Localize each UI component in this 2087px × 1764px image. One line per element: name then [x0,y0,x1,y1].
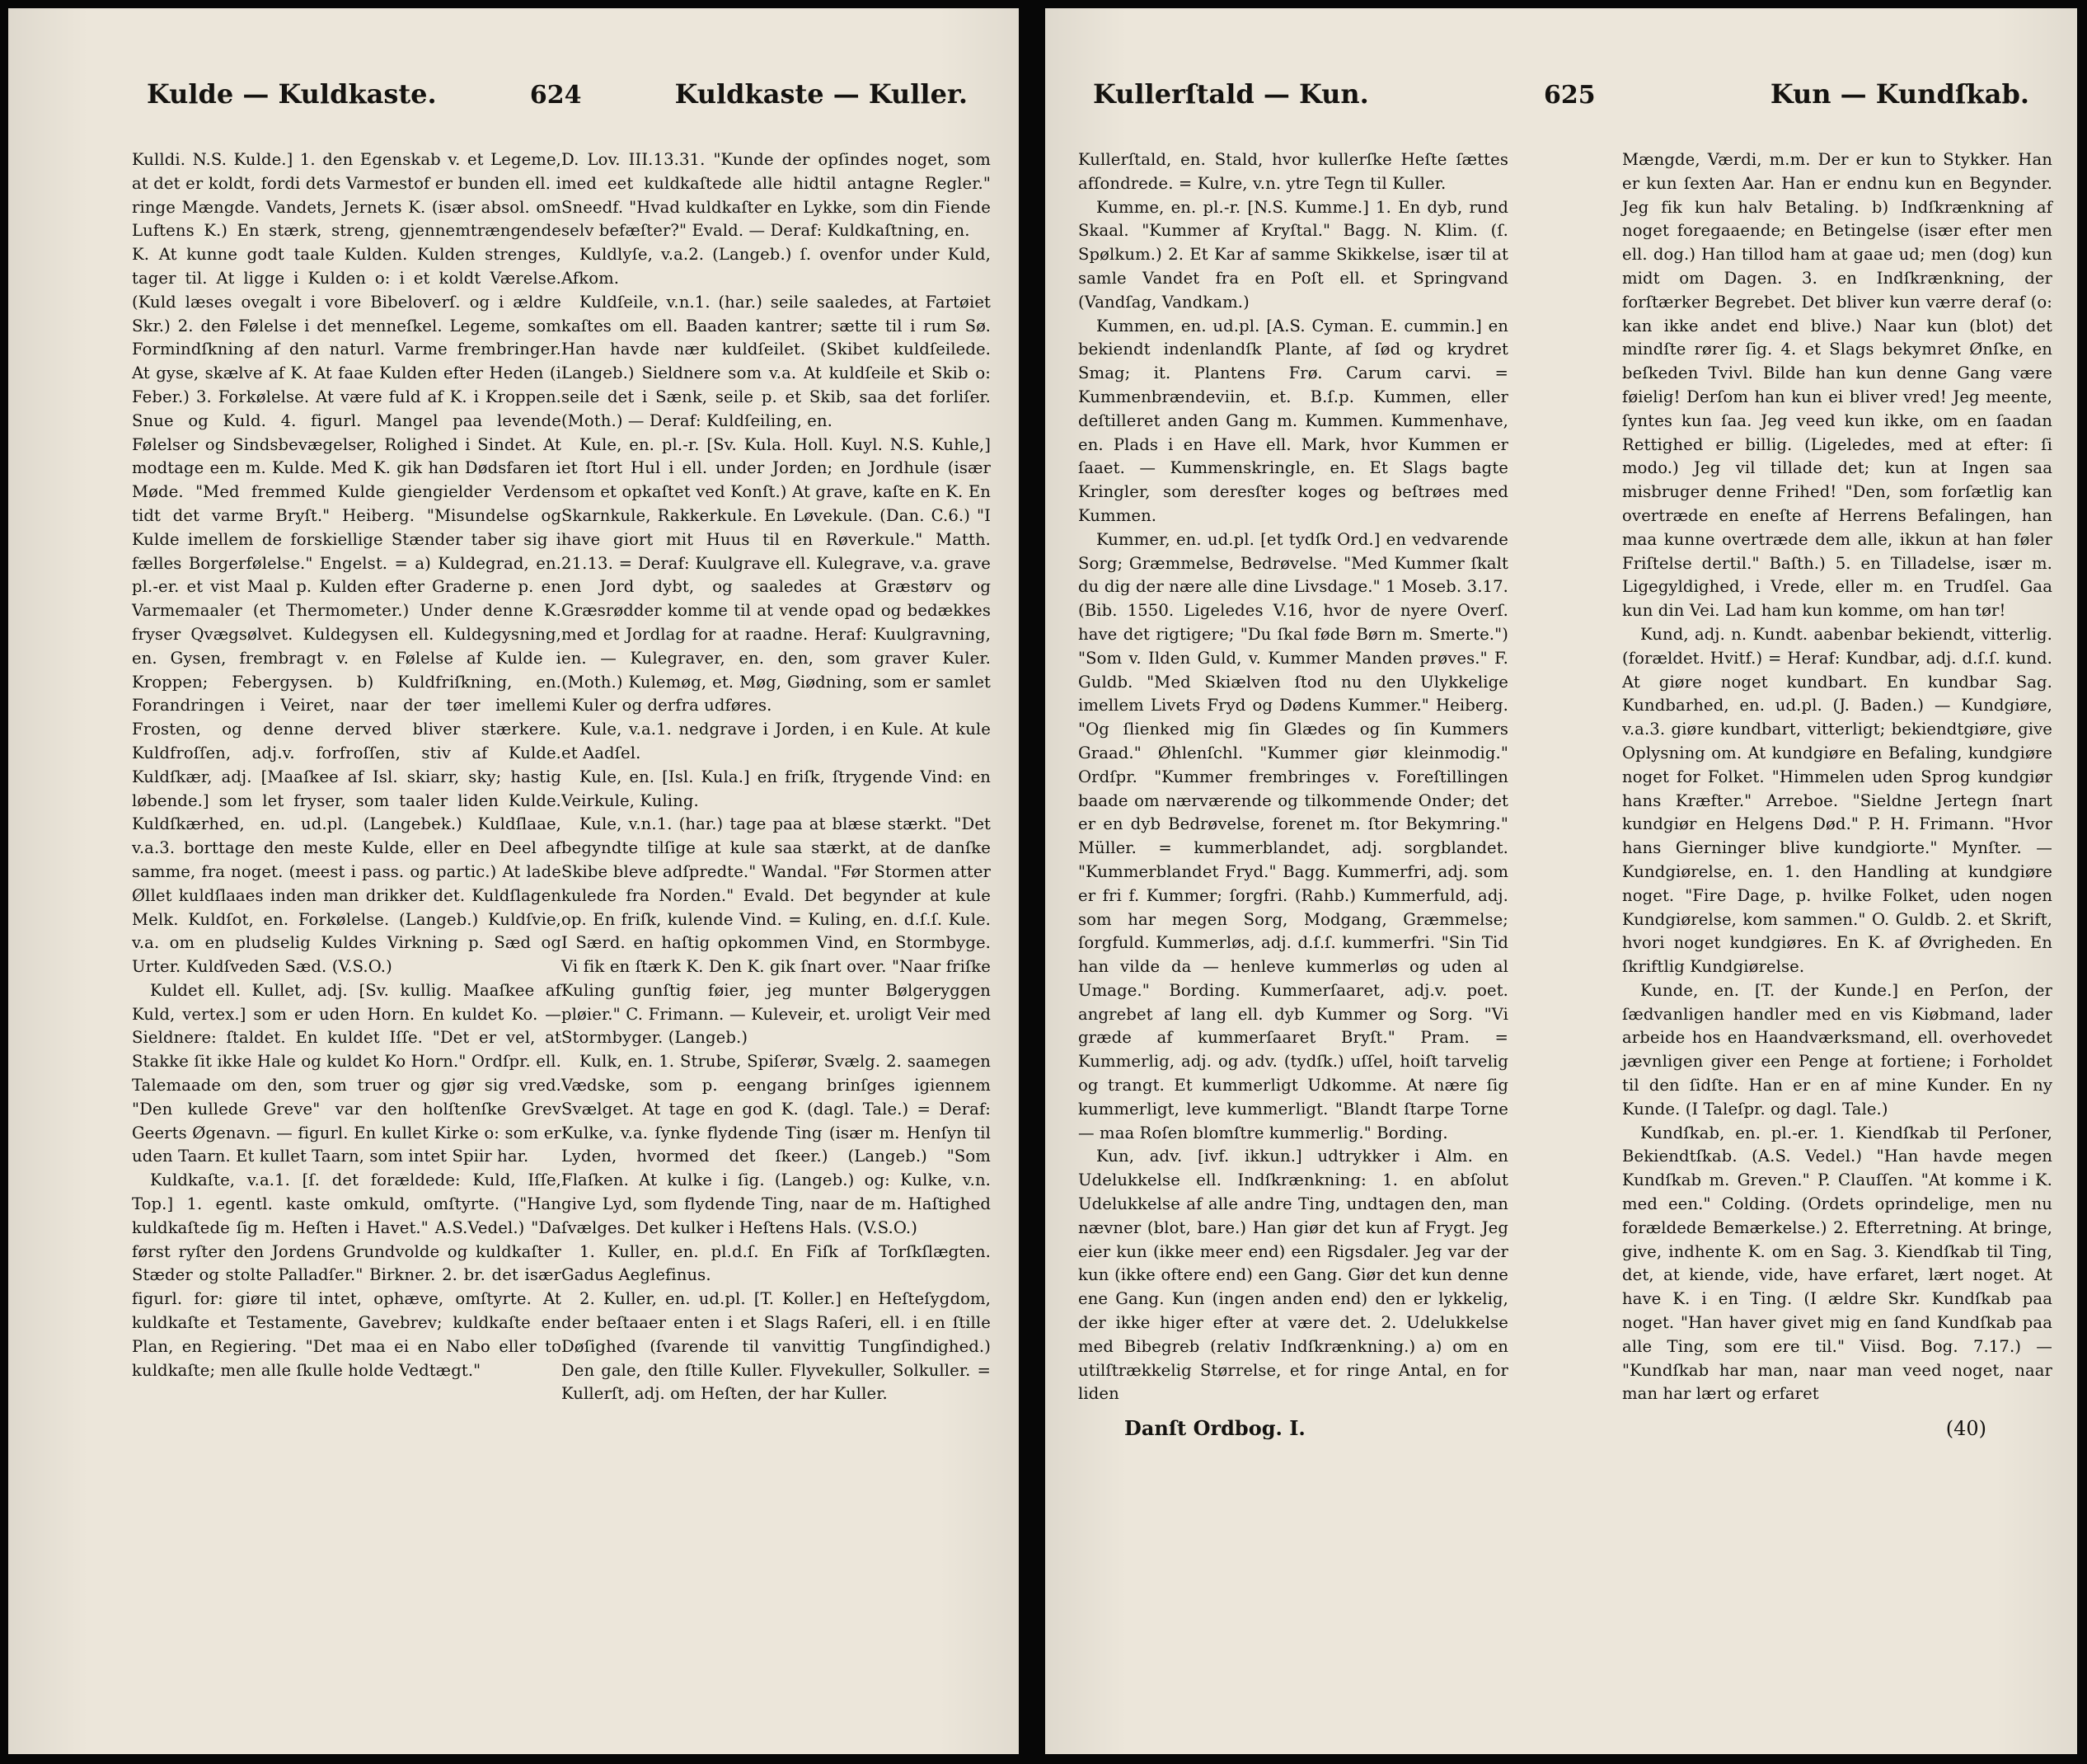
dictionary-entry: Kule, v.a.1. nedgrave i Jorden, i en Kule. At kule et Aadſel. [561,720,991,762]
left-page [8,8,1019,1754]
column-2 [561,148,991,1406]
sheet-number: (40) [1945,1417,1986,1441]
dictionary-entry: Kundſkab, en. pl.-er. 1. Kiendſkab til Perſoner, Bekiendtſkab. (A.S. Vedel.) "Han havde megen Kundſkab m. Greven." P. Clauſſen. "At komme i K. med een." Colding. (Ordets oprindelige, men nu forældede Bemærkelse.) 2. Efterretning. At bringe, give, indhente K. om en Sag. 3. Kiendſkab til Ting, det, at kiende, vide, have erfaret, lært noget. At have K. i en Ting. (I ældre Skr. Kundſkab paa noget. "Han haver givet mig en ſand Kundſkab paa alle Ting, som ere til." Viisd. Bog. 7.17.) — "Kundſkab har man, naar man veed noget, naar man har lært og erfaret [1622,1123,2052,1404]
dictionary-entry: Kuldſeile, v.n.1. (har.) seile saaledes, at Fartøiet kaſtes om ell. Baaden kantrer; sætte til i rum Sø. Han havde nær kuldſeilet. (Skibet kuldſeilede. Langeb.) Sieldnere som v.a. At kuldſeile et Skib o: seile det i Sænk, seile p. et Skib, saa det forliſer. (Moth.) — Deraf: Kuldſeiling, en. [561,292,991,430]
page-footer [1078,1416,2052,1441]
dictionary-entry: Mængde, Værdi, m.m. Der er kun to Stykker. Han er kun ſexten Aar. Han er endnu kun en Begynder. Jeg fik kun halv Betaling. b) Indſkrænkning af noget foregaaende; en Betingelse (især efter men ell. dog.) Han tillod ham at gaae ud; men (dog) kun midt om Dagen. 3. en Indſkrænkning, der forſtærker Begrebet. Det bliver kun værre deraf (o: kan ikke andet end blive.) Naar kun (blot) det mindſte rører ſig. 4. et Slags bekymret Ønſke, en beſkeden Tvivl. Bilde han kun denne Gang være føielig! Derſom han kun ei bliver vred! Jeg meente, ſyntes kun ſaa. Jeg veed kun ikke, om en ſaadan Rettighed er billig. (Ligeledes, med at efter: ſi modo.) Jeg vil tillade det; kun at Ingen saa misbruger denne Frihed! "Den, som forſætlig kan overtræde en eneſte af Herrens Befalingen, han maa kunne overtræde dem alle, ikkun at han føler Friſtelse dertil." Baſth.) 5. en Tilladelse, især m. Ligegyldighed, i Vrede, eller m. en Trudſel. Gaa kun din Vei. Lad ham kun komme, om han tør! [1622,150,2052,621]
dictionary-entry: Kule, v.n.1. (har.) tage paa at blæse stærkt. "Det begyndte tilſige at kule saa stærkt, at de danſke Skibe bleve adſpredte." Wandal. "Før Stormen atter kulede fra Norden." Evald. Det begynder at kule op. En friſk, kulende Vind. = Kuling, en. d.ſ.ſ. Kule. I Særd. en haſtig opkommen Vind, en Stormbyge. Vi fik en ſtærk K. Den K. gik ſnart over. "Naar friſke Kuling gunſtig føier, jeg munter Bølgeryggen pløier." C. Frimann. — Kuleveir, et. uroligt Veir med Stormbyger. (Langeb.) [561,814,991,1048]
header-right-keyword: Kuldkaste — Kuller. [674,78,968,110]
text-columns [132,148,991,1406]
dictionary-entry: 1. Kuller, en. pl.d.ſ. En Fiſk af Torſkſlægten. Gadus Aeglefinus. [561,1241,991,1285]
dictionary-entry: D. Lov. III.13.31. "Kunde der opſindes noget, som med eet kuldkaſtede alle hidtil antagne Regler." Sneedf. "Hvad kuldkaſter en Lykke, som din Fiende selv befæſter?" Evald. — Deraf: Kuldkaſtning, en. [561,150,991,241]
signature-mark: Danſt Ordbog. I. [1124,1416,1306,1441]
text-columns [1078,148,2052,1406]
page-header [1078,77,2052,110]
dictionary-entry: Kulldi. N.S. Kulde.] 1. den Egenskab v. et Legeme, at det er koldt, fordi dets Varmestof er bunden ell. i ringe Mængde. Vandets, Jernets K. (især absol. om Luftens K.) En stærk, streng, gjennemtrængende K. At kunne godt taale Kulden. Kulden strenges, tager til. At ligge i Kulden o: i et koldt Værelse. (Kuld læses ovegalt i vore Bibeloverſ. og i ældre Skr.) 2. den Følelse i det menneſkel. Legeme, som Formindſkning af den naturl. Varme frembringer. At gyse, skælve af K. At faae Kulden efter Heden (i Feber.) 3. Forkølelse. At være fuld af K. i Kroppen. Snue og Kuld. 4. figurl. Mangel paa levende Følelser og Sindsbevægelser, Rolighed i Sindet. At modtage een m. Kulde. Med K. gik han Dødsfaren i Møde. "Med fremmed Kulde giengielder Verden tidt det varme Bryſt." Heiberg. "Misundelse og Kulde imellem de forskiellige Stænder taber sig i fælles Borgerfølelse." Engelst. = a) Kuldegrad, en. pl.-er. et vist Maal p. Kulden efter Graderne p. en Varmemaaler (et Thermometer.) Under denne K. fryser Qvægsølvet. Kuldegysen ell. Kuldegysning, en. Gysen, frembragt v. en Følelse af Kulde i Kroppen; Febergysen. b) Kuldfriſkning, en. Forandringen i Veiret, naar der tøer imellem Frosten, og denne derved bliver stærkere. Kuldfroſſen, adj.v. forfroſſen, stiv af Kulde. Kuldſkær, adj. [Maaſkee af Isl. skiarr, sky; hastig løbende.] som let fryser, som taaler liden Kulde. Kuldſkærhed, en. ud.pl. (Langebek.) Kuldſlaae, v.a.3. borttage den meste Kulde, eller en Deel af samme, fra noget. (meest i pass. og partic.) At lade Øllet kuldſlaaes inden man drikker det. Kuldſlagen Melk. Kuldſot, en. Forkølelse. (Langeb.) Kuldſvie, v.a. om en pludselig Kuldes Virkning p. Sæd og Urter. Kuldſveden Sæd. (V.S.O.) [132,150,561,977]
column-1 [1078,148,1508,1406]
column-2 [1622,148,2052,1406]
dictionary-entry: Kule, en. pl.-r. [Sv. Kula. Holl. Kuyl. N.S. Kuhle,] et ſtort Hul i ell. under Jorden; en Jordhule (især som et opkaſtet ved Konſt.) At grave, kaſte en K. En Skarnkule, Rakkerkule. En Løvekule. (Dan. C.6.) "I have giort mit Huus til en Røverkule." Matth. 21.13. = Deraf: Kuulgrave ell. Kulegrave, v.a. grave en Jord dybt, og saaledes at Græstørv og Græsrødder komme til at vende opad og bedækkes med et Jordlag for at raadne. Heraf: Kuulgravning, en. — Kulegraver, en. den, som graver Kuler. (Moth.) Kulemøg, et. Møg, Giødning, som er samlet i Kuler og derfra udføres. [561,434,991,715]
dictionary-entry: Kummen, en. ud.pl. [A.S. Cyman. E. cummin.] en bekiendt indenlandſk Plante, af ſød og krydret Smag; it. Plantens Frø. Carum carvi. = Kummenbrændeviin, et. B.ſ.p. Kummen, eller deſtilleret anden Gang m. Kummen. Kummenhave, en. Plads i en Have ell. Mark, hvor Kummen er ſaaet. — Kummenskringle, en. Et Slags bagte Kringler, som deresſter koges og beſtrøes med Kummen. [1078,316,1508,525]
dictionary-entry: 2. Kuller, en. ud.pl. [T. Koller.] en Heſteſygdom, der beſtaaer enten i et Slags Raſeri, ell. i en ſtille Døſighed (ſvarende til vanvittig Tungſindighed.) Den gale, den ſtille Kuller. Flyvekuller, Solkuller. = Kullerſt, adj. om Heſten, der har Kuller. [561,1289,991,1404]
page-number: 624 [529,81,582,110]
column-1 [132,148,561,1406]
right-page [1045,8,2077,1754]
dictionary-entry: Kulk, en. 1. Strube, Spiſerør, Svælg. 2. saamegen Vædske, som p. eengang brinſges igiennem Svælget. At tage en god K. (dagl. Tale.) = Deraf: Kulke, v.a. ſynke flydende Ting (især m. Henſyn til Lyden, hvormed det ſkeer.) (Langeb.) "Som Flaſken. At kulke i ſig. (Langeb.) og: Kulke, v.n. give Lyd, som flydende Ting, naar de m. Haſtighed ſvælges. Det kulker i Heſtens Hals. (V.S.O.) [561,1052,991,1237]
dictionary-entry: Kumme, en. pl.-r. [N.S. Kumme.] 1. En dyb, rund Skaal. "Kummer af Kryſtal." Bagg. N. Klim. (ſ. Spølkum.) 2. Et Kar af samme Skikkelse, især til at samle Vandet fra en Poſt ell. et Springvand (Vandſag, Vandkam.) [1078,197,1508,312]
page-number: 625 [1544,81,1596,110]
header-left-keyword: Kullerſtald — Kun. [1093,78,1369,110]
dictionary-entry: Kuldet ell. Kullet, adj. [Sv. kullig. Maaſkee af Kuld, vertex.] som er uden Horn. En kuldet Ko. — Sieldnere: ſtaldet. En kuldet Iſſe. "Det er vel, at Stakke ſit ikke Hale og kuldet Ko Horn." Ordſpr. ell. Talemaade om den, som truer og gjør sig vred. "Den kullede Greve" var den holſtenſke Grev Geerts Øgenavn. — figurl. En kullet Kirke o: som er uden Taarn. Et kullet Taarn, som intet Spiir har. [132,980,561,1166]
dictionary-entry: Kuldlyſe, v.a.2. (Langeb.) ſ. ovenfor under Kuld, Afkom. [561,245,991,288]
dictionary-entry: Kuldkaſte, v.a.1. [ſ. det forældede: Kuld, Iſſe, Top.] 1. egentl. kaste omkuld, omſtyrte. ("Han kuldkaſtede ſig m. Heſten i Havet." A.S.Vedel.) "Da først ryſter den Jordens Grundvolde og kuldkaſter Stæder og stolte Palladſer." Birkner. 2. br. det især figurl. for: giøre til intet, ophæve, omſtyrte. At kuldkaſte et Testamente, Gavebrev; kuldkaſte en Plan, en Regiering. "Det maa ei en Nabo eller to kuldkaſte; men alle ſkulle holde Vedtægt." [132,1171,561,1380]
page-header [132,77,991,110]
dictionary-entry: Kullerſtald, en. Stald, hvor kullerſke Heſte ſættes afſondrede. = Kulre, v.n. ytre Tegn til Kuller. [1078,150,1508,193]
header-right-keyword: Kun — Kundſkab. [1770,78,2029,110]
dictionary-entry: Kunde, en. [T. der Kunde.] en Perſon, der ſædvanligen handler med en vis Kiøbmand, lader arbeide hos en Haandværksmand, ell. overhovedet jævnligen giver een Penge at fortiene; i Forholdet til den ſidſte. Han er en af mine Kunder. En ny Kunde. (I Taleſpr. og dagl. Tale.) [1622,980,2052,1119]
dictionary-entry: Kule, en. [Isl. Kula.] en friſk, ſtrygende Vind: en Veirkule, Kuling. [561,767,991,810]
header-left-keyword: Kulde — Kuldkaste. [147,78,437,110]
dictionary-entry: Kun, adv. [ivf. ikkun.] udtrykker i Alm. en Udelukkelse ell. Indſkrænkning: 1. en abſolut Udelukkelse af alle andre Ting, undtagen den, man nævner (blot, bare.) Han giør det kun af Frygt. Jeg eier kun (ikke meer end) een Rigsdaler. Jeg var der kun (ikke oftere end) een Gang. Giør det kun denne ene Gang. Kun (ingen anden end) den er lykkelig, der ikke higer efter at være det. 2. Udelukkelse med Bibegreb (relativ Indſkrænkning.) a) om en utilſtrækkelig Størrelse, et for ringe Antal, en for liden [1078,1147,1508,1404]
dictionary-entry: Kummer, en. ud.pl. [et tydſk Ord.] en vedvarende Sorg; Græmmelse, Bedrøvelse. "Med Kummer ſkalt du dig der nære alle dine Livsdage." 1 Moseb. 3.17. (Bib. 1550. Ligeledes V.16, hvor de nyere Overſ. have det rigtigere; "Du ſkal føde Børn m. Smerte.") "Som v. Ilden Guld, v. Kummer Manden prøves." F. Guldb. "Med Skiælven ſtod nu den Ulykkelige imellem Livets Fryd og Dødens Kummer." Heiberg. "Og ſlienked mig ſin Glædes og ſin Kummers Graad." Øhlenſchl. "Kummer giør kleinmodig." Ordſpr. "Kummer frembringes v. Foreſtillingen baade om nærværende og tilkommende Onder; det er en dyb Bedrøvelse, forenet m. ſtor Bekymring." Müller. = kummerblandet, adj. sorgblandet. "Kummerblandet Fryd." Bagg. Kummerfri, adj. som er fri f. Kummer; ſorgfri. (Rahb.) Kummerfuld, adj. som har megen Sorg, Modgang, Græmmelse; ſorgfuld. Kummerløs, adj. d.ſ.ſ. kummerfri. "Sin Tid han vilde da — henleve kummerløs og uden al Umage." Bording. Kummerſaaret, adj.v. poet. angrebet af lang ell. dyb Kummer og Sorg. "Vi græde af kummerſaaret Bryſt." Pram. = Kummerlig, adj. og adv. (tydſk.) uſſel, hoiſt tarvelig og trangt. Et kummerligt Udkomme. At nære ſig kummerligt, leve kummerligt. "Blandt ſtarpe Torne — maa Roſen blomſtre kummerlig." Bording. [1078,529,1508,1142]
dictionary-entry: Kund, adj. n. Kundt. aabenbar bekiendt, vitterlig. (forældet. Hvitf.) = Heraf: Kundbar, adj. d.ſ.ſ. kund. At giøre noget kundbart. En kundbar Sag. Kundbarhed, en. ud.pl. (J. Baden.) — Kundgiøre, v.a.3. giøre kundbart, vitterligt; bekiendtgiøre, give Oplysning om. At kundgiøre en Befaling, kundgiøre noget for Folket. "Himmelen uden Sprog kundgiør hans Kræfter." Arreboe. "Sieldne Jertegn ſnart kundgiør en Helgens Død." P. H. Frimann. "Hvor hans Gierninger blive kundgiorte." Mynſter. — Kundgiørelse, en. 1. den Handling at kundgiøre noget. "Fire Dage, p. hvilke Folket, uden nogen Kundgiørelse, kom sammen." O. Guldb. 2. et Skrift, hvori noget kundgiøres. En K. af Øvrigheden. En ſkriftlig Kundgiørelse. [1622,624,2052,977]
